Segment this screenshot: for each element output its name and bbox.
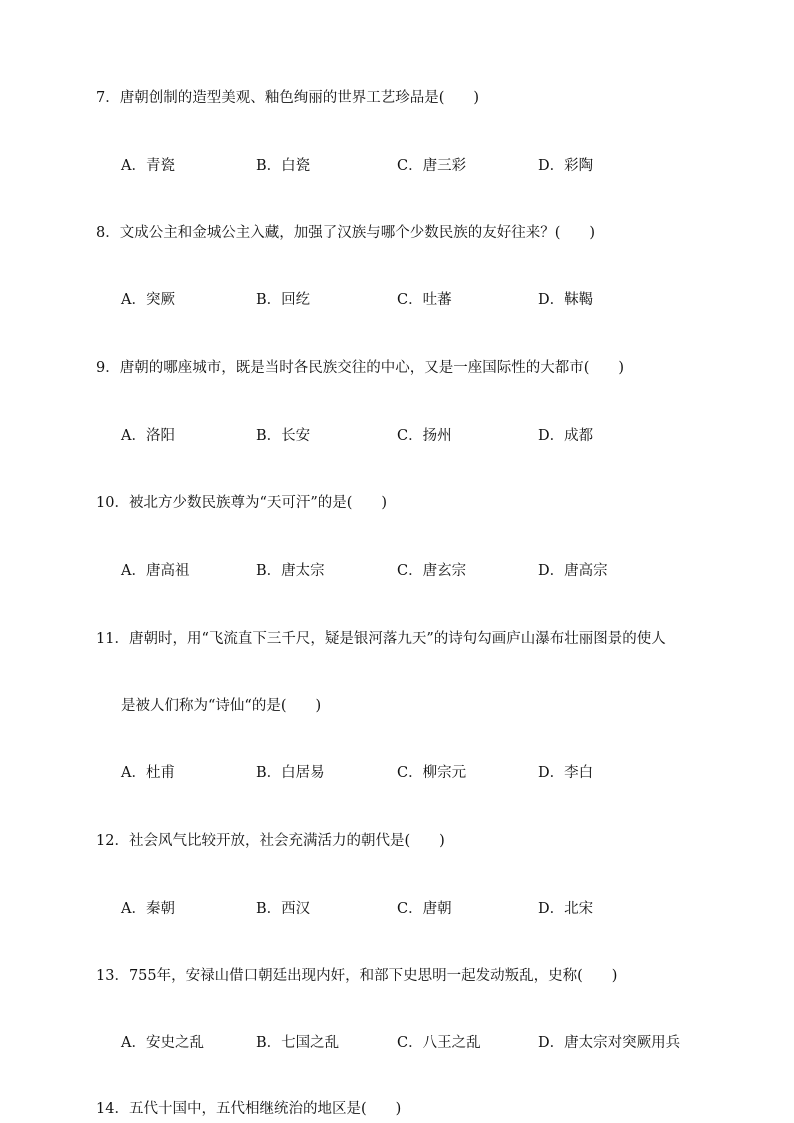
question-8-option-c: C．吐蕃 — [397, 292, 452, 308]
question-10-option-c: C．唐玄宗 — [397, 563, 467, 579]
question-10-option-a: A．唐高祖 — [121, 563, 190, 579]
question-14-stem: 14．五代十国中，五代相继统治的地区是( ) — [96, 1101, 402, 1117]
question-12-option-d: D．北宋 — [538, 901, 594, 917]
question-11-option-d: D．李白 — [538, 765, 594, 781]
question-10-option-b: B．唐太宗 — [256, 563, 325, 579]
question-13-stem: 13．755年，安禄山借口朝廷出现内奸，和部下史思明一起发动叛乱，史称( ) — [96, 968, 618, 984]
question-12-stem: 12．社会风气比较开放，社会充满活力的朝代是( ) — [96, 833, 445, 849]
question-11-option-c: C．柳宗元 — [397, 765, 467, 781]
question-12-option-a: A．秦朝 — [121, 901, 175, 917]
question-7-option-c: C．唐三彩 — [397, 158, 467, 174]
question-8-option-b: B．回纥 — [256, 292, 311, 308]
question-8-stem: 8．文成公主和金城公主入藏，加强了汉族与哪个少数民族的友好往来？( ) — [96, 225, 596, 241]
question-11-stem-continued: 是被人们称为“诗仙“的是( ) — [121, 698, 322, 714]
question-12-option-b: B．西汉 — [256, 901, 311, 917]
question-8-option-d: D．靺鞨 — [538, 292, 594, 308]
question-10-option-d: D．唐高宗 — [538, 563, 608, 579]
question-7-option-b: B．白瓷 — [256, 158, 311, 174]
question-11-option-a: A．杜甫 — [121, 765, 175, 781]
question-8-option-a: A．突厥 — [121, 292, 175, 308]
question-7-option-a: A．青瓷 — [121, 158, 175, 174]
question-7-stem: 7．唐朝创制的造型美观、釉色绚丽的世界工艺珍品是( ) — [96, 90, 480, 106]
question-13-option-d: D．唐太宗对突厥用兵 — [538, 1035, 681, 1051]
question-9-option-a: A．洛阳 — [121, 428, 175, 444]
question-7-option-d: D．彩陶 — [538, 158, 594, 174]
question-9-stem: 9．唐朝的哪座城市，既是当时各民族交往的中心，又是一座国际性的大都市( ) — [96, 360, 625, 376]
question-9-option-d: D．成都 — [538, 428, 594, 444]
question-11-option-b: B．白居易 — [256, 765, 325, 781]
question-13-option-a: A．安史之乱 — [121, 1035, 204, 1051]
question-12-option-c: C．唐朝 — [397, 901, 452, 917]
question-11-stem: 11．唐朝时，用“飞流直下三千尺，疑是银河落九天”的诗句勾画庐山瀑布壮丽图景的使人 — [96, 631, 666, 647]
question-13-option-c: C．八王之乱 — [397, 1035, 481, 1051]
question-9-option-c: C．扬州 — [397, 428, 452, 444]
question-13-option-b: B．七国之乱 — [256, 1035, 340, 1051]
question-9-option-b: B．长安 — [256, 428, 311, 444]
question-10-stem: 10．被北方少数民族尊为“天可汗”的是( ) — [96, 495, 388, 511]
